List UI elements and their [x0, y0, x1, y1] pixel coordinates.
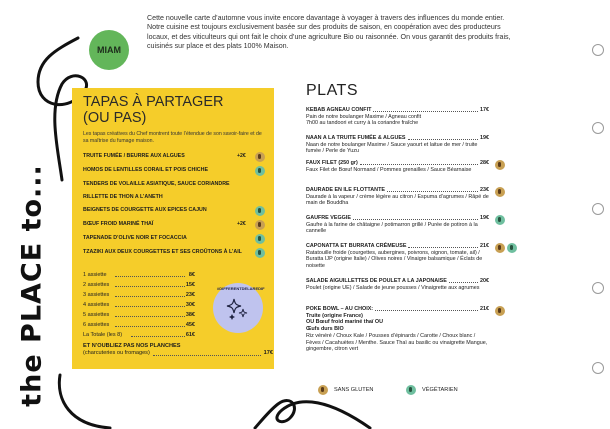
- tapas-item-extra: +2€: [237, 153, 246, 159]
- tapas-item-name: BŒUF FROID MARINÉ THAÏ: [83, 221, 154, 227]
- dish-item: [306, 215, 489, 235]
- dish-price: 19€: [480, 135, 489, 141]
- price-row: [83, 292, 195, 301]
- price-row: [83, 322, 195, 331]
- dish-name: GAUFRE VEGGIE: [306, 215, 351, 221]
- binder-hole: [592, 282, 604, 294]
- dish-description: Faux Filet de Bœuf Normand / Pommes grenailles / Sauce Béarnaise: [306, 166, 472, 173]
- legend-label: VÉGÉTARIEN: [422, 387, 458, 393]
- dish-item: [306, 278, 489, 291]
- tapas-item: [83, 220, 273, 230]
- gluten-free-icon: [255, 220, 265, 230]
- tapas-item-name: BEIGNETS DE COURGETTE AUX EPICES CAJUN: [83, 207, 207, 213]
- dish-price: 17€: [480, 107, 489, 113]
- planches-note: [83, 343, 273, 357]
- price-row: [83, 282, 195, 291]
- binder-hole: [592, 44, 604, 56]
- tapas-item: [83, 152, 273, 162]
- gluten-free-icon: [495, 187, 505, 197]
- dish-description: Naan de notre boulanger Maxime / Sauce yaourt et laitue de mer / truite fumée / Perle de Yuzu: [306, 141, 478, 155]
- dish-name: DAURADE EN ILE FLOTTANTE: [306, 187, 385, 193]
- price-row: [83, 272, 195, 281]
- tapas-item: [83, 166, 273, 176]
- price-row: [83, 312, 195, 321]
- price-value: 8€: [188, 272, 195, 278]
- price-value: 30€: [185, 302, 195, 308]
- price-row: [83, 332, 195, 341]
- dish-description: Poulet (origine UE) / Salade de jeune pousses / Vinaigrette aux agrumes: [306, 284, 480, 291]
- tapas-item: [83, 206, 273, 216]
- dish-price: 28€: [480, 160, 489, 166]
- dish-name: POKE BOWL – AU CHOIX:: [306, 306, 374, 312]
- dish-description: Riz vénéré / Choux Kale / Pousses d’épinards / Carotte / Choux blanc / Fèves / Cacahuètes / Menthe. Sauce Thaï au basilic ou vinaigrette Mangue, gingembre, citron vert: [306, 332, 488, 353]
- dish-name: SALADE AIGUILLETTES DE POULET A LA JAPONAISE: [306, 278, 447, 284]
- hashtag-circle: [213, 283, 263, 333]
- dish-price: 23€: [480, 187, 489, 193]
- dish-item: [306, 187, 489, 207]
- vegetarian-icon: [255, 234, 265, 244]
- legend-label: SANS GLUTEN: [334, 387, 374, 393]
- poke-option: Œufs durs BIO: [306, 326, 344, 333]
- dish-item: [306, 243, 489, 270]
- tapas-item-name: TRUITE FUMÉE / BEURRE AUX ALGUES: [83, 153, 185, 159]
- tapas-item-name: TAPENADE D’OLIVE NOIR ET FOCACCIA: [83, 235, 187, 241]
- legend-gluten-free: [318, 385, 373, 395]
- tapas-item-extra: +2€: [237, 221, 246, 227]
- price-qty: 6 assiettes: [83, 322, 110, 328]
- vegetarian-icon: [255, 248, 265, 258]
- tapas-item-name: RILLETTE DE THON A L’ANETH: [83, 194, 163, 200]
- gluten-free-icon: [318, 385, 328, 395]
- sparkle-icon: [226, 297, 250, 321]
- dish-description: Ratatouille froide (courgettes, aubergines, poivrons, oignon, tomate, ail) / Buratta IJP (origine Italie) / Olives noires / Vinaigre balsamique / Éclats de noisette: [306, 249, 483, 270]
- dish-description: Gaufre à la farine de châtaigne / potimarron grillé / Purée de potiron à la cannelle: [306, 221, 478, 235]
- tapas-item-name: TENDERS DE VOLAILLE ASIATIQUE, SAUCE CORIANDRE: [83, 181, 230, 187]
- tapas-item-name: TZAZIKI AUX DEUX COURGETTES ET SES CROÛTONS À L’AIL: [83, 249, 242, 255]
- poke-option: OU Bœuf froid mariné thaï OU: [306, 319, 383, 326]
- tapas-title-line2: (OU PAS): [83, 110, 147, 126]
- tapas-title-line1: TAPAS À PARTAGER: [83, 94, 224, 110]
- poke-option: Truite (origine France): [306, 312, 363, 319]
- gluten-free-icon: [495, 160, 505, 170]
- dish-name: NAAN A LA TRUITE FUMÉE & ALGUES: [306, 135, 406, 141]
- tapas-item: [83, 234, 273, 244]
- vegetarian-icon: [255, 166, 265, 176]
- planches-detail: (charcuteries ou fromages): [83, 350, 150, 356]
- price-qty: La Totale (les 8): [83, 332, 123, 338]
- vegetarian-icon: [406, 385, 416, 395]
- price-qty: 4 assiettes: [83, 302, 110, 308]
- price-qty: 1 assiette: [83, 272, 107, 278]
- dish-description: Daurade à la vapeur / crème légère au citron / Espuma d’agrumes / Râpé de main de Bouddha: [306, 193, 489, 207]
- vertical-slogan: the PLACE to...: [16, 164, 48, 407]
- planches-price: 17€: [263, 350, 273, 356]
- price-qty: 3 assiettes: [83, 292, 110, 298]
- dish-name: KEBAB AGNEAU CONFIT: [306, 107, 372, 113]
- binder-hole: [592, 203, 604, 215]
- price-qty: 5 assiettes: [83, 312, 110, 318]
- tapas-item: [83, 248, 273, 258]
- tapas-item: [83, 180, 273, 190]
- legend-vegetarian: [406, 385, 458, 395]
- tapas-item: [83, 193, 273, 203]
- price-value: 61€: [185, 332, 195, 338]
- dish-item: [306, 306, 489, 353]
- tapas-item-name: HOMOS DE LENTILLES CORAIL ET POIS CHICHE: [83, 167, 208, 173]
- price-value: 38€: [185, 312, 195, 318]
- dish-name: CAPONATTA ET BURRATA CRÉMEUSE: [306, 243, 407, 249]
- dish-price: 20€: [480, 278, 489, 284]
- vegetarian-icon: [255, 206, 265, 216]
- dish-item: [306, 107, 489, 127]
- miam-badge: MIAM: [89, 30, 129, 70]
- dish-price: 21€: [480, 243, 489, 249]
- dish-description: Pain de notre boulanger Maxime / Agneau confit 7h00 au tandoori et curry à la coriandre fraîche: [306, 113, 422, 127]
- vegetarian-icon: [495, 215, 505, 225]
- binder-hole: [592, 122, 604, 134]
- dish-name: FAUX FILET (250 gr): [306, 160, 358, 166]
- dish-price: 21€: [480, 306, 489, 312]
- poke-options: [306, 313, 489, 333]
- plats-title: PLATS: [306, 82, 358, 99]
- planches-title: ET N’OUBLIEZ PAS NOS PLANCHES: [83, 343, 181, 349]
- intro-paragraph: Cette nouvelle carte d’automne vous invite encore davantage à voyager à travers des influences du monde entier. Notre cuisine est toujours exclusivement basée sur des produits de saison, en coopération avec des producteurs locaux, et des viticulteurs qui ont fait le choix d’une agriculture Bio ou raisonnée. On vous garantit des produits frais, cuisinés sur place et des plats 100% Maison.: [147, 14, 511, 51]
- tapas-description: Les tapas créatives du Chef montrent toute l’étendue de son savoir-faire et de sa maîtrise du fumage maison.: [83, 131, 262, 144]
- vegetarian-icon: [507, 243, 517, 253]
- dish-item: [306, 160, 489, 173]
- dish-price: 19€: [480, 215, 489, 221]
- tapas-title: [83, 94, 223, 126]
- price-value: 23€: [185, 292, 195, 298]
- gluten-free-icon: [255, 152, 265, 162]
- price-row: [83, 302, 195, 311]
- binder-hole: [592, 362, 604, 374]
- gluten-free-icon: [495, 243, 505, 253]
- gluten-free-icon: [495, 306, 505, 316]
- price-qty: 2 assiettes: [83, 282, 110, 288]
- hashtag-text: #DIFFERENTDELAREDIF: [217, 286, 265, 291]
- price-value: 45€: [185, 322, 195, 328]
- dish-item: [306, 135, 489, 155]
- price-value: 15€: [185, 282, 195, 288]
